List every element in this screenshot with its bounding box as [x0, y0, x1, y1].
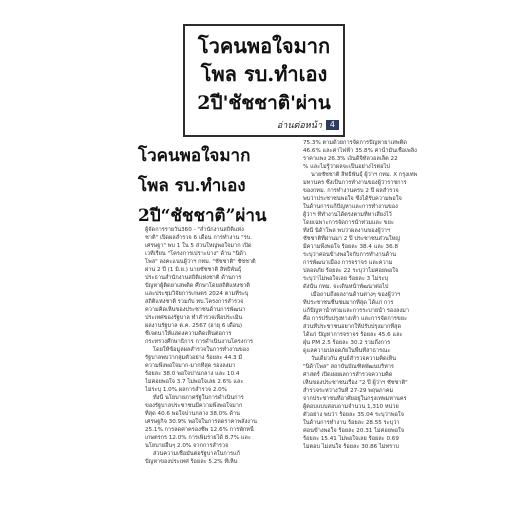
article-body-right-column [303, 139, 461, 451]
headline-teaser-box[interactable] [183, 24, 345, 137]
body-text-line: โดยเฉพาะการจัดการน้ำท่วมและ ขยะ [303, 220, 394, 226]
body-text-line: "นิด้าโพล" สถาบันบัณฑิตพัฒนบริหาร [303, 364, 394, 370]
body-text-line: ทั้งนี้ นโยบายภาครัฐในการดำเนินการ [153, 395, 244, 401]
body-text-line: ปัญหาของประเทศ ร้อยละ 5.2% ที่เห็น [145, 459, 238, 465]
body-text-line: ความพึงพอใจมาก-มากที่สุด รองลงมา [145, 363, 236, 369]
body-text-line: ผู้ว่าฯ ที่ทำงานได้ตรงตามที่หาเสียงไว้ [303, 212, 392, 218]
body-text-line: ชัชชาติที่ผ่านมา 2 ปี ประชาชนส่วนใหญ่ [303, 236, 401, 242]
body-text-line: ที่ประชาชนชื่นชมมากที่สุด ได้แก่ การ [303, 300, 394, 306]
read-more-label: อ่านต่อหน้า [276, 121, 322, 131]
body-text-line: ตัวอย่าง พบว่า ร้อยละ 35.04 ระบุว่าพอใจ [303, 412, 404, 418]
body-text-line: สำรวจระหว่างวันที่ 27-29 พฤษภาคม [303, 388, 394, 394]
body-text-line: ผู้จัดการรายวัน360 - "สำนักงานสถิติแห่ง [145, 227, 244, 233]
body-text-line: เมื่อถามถึงผลงานด้านต่างๆ ของผู้ว่าฯ [311, 292, 401, 298]
body-text-line: 46.6% และค่าไฟฟ้า 35.8% ค่าน้ำมันเชื้อเพลิง [303, 148, 417, 154]
body-text-line: ชี้เจตนาให้แสดงความคิดเห็นต่อการ [145, 331, 232, 337]
headline-line-2: โพล รบ.ทำเอง [200, 62, 328, 86]
body-text-line: เห็นของประชาชนเรื่อง "2 ปี ผู้ว่าฯ ชัชชาติ" [303, 380, 408, 386]
body-text-line: ผ่าน 2 ปี (1 มิ.ย.) นายชัชชาติ สิทธิพันธุ์ [145, 267, 242, 273]
body-text-line: ของกทม. การทำงานครบ 2 ปี ผลสำรวจ [303, 188, 399, 194]
body-text-line: โพล" ลงคะแนนผู้ว่าฯ กทม. "ชัชชาติ" ชัชชาติ [145, 259, 256, 265]
body-text-line: โดยให้ข้อมูลผลสำรวจในการทำงานของ [153, 347, 249, 353]
article-title-line-3: 2ปี“ชัชชาติ”ผ่าน [138, 206, 267, 226]
body-text-line: ความคิดเห็นของประชาชนด้านการพัฒนา [145, 307, 246, 313]
body-text-line: ทั้งนี้ นิด้าโพล พบว่าผลงานของผู้ว่าฯ [303, 228, 391, 234]
body-text-line: ชาติ" เปิดผลสำรวจ 6 เดือน การทำงาน "รบ. [145, 235, 253, 241]
body-text-line: วันเดียวกัน ศูนย์สำรวจความคิดเห็น [311, 356, 397, 362]
body-text-line: และประชุมวิจัยการเกษตร 2024 ตามที่ระบุ [145, 291, 249, 297]
body-text-line: ผลงานรัฐบาล ต.ค. 2567 (อายุ 6 เดือน) [145, 323, 243, 329]
body-text-line: ได้แก่ ปัญหาการจราจร ร้อยละ 45.6 และ [303, 332, 403, 338]
body-text-line: การพัฒนาเมือง การจราจร และความ [303, 260, 393, 266]
body-text-line: ร้อยละ 15.41 ไม่พอใจเลย ร้อยละ 0.69 [303, 436, 399, 442]
body-text-line: จากประชาชนที่อาศัยอยู่ในกรุงเทพมหานคร [303, 396, 407, 402]
body-text-line: ในด้านการแก้ปัญหาและการทำงานของ [303, 204, 398, 210]
body-text-line: ดูแลความปลอดภัยในพื้นที่สาธารณะ [303, 348, 391, 354]
body-text-line: นโยบายอื่นๆ 2.0% จากการสำรวจ [145, 443, 229, 449]
body-text-line: นายชัชชาติ สิทธิพันธุ์ ผู้ว่าฯ กทม. X กรุงเทพ [311, 172, 418, 178]
body-text-line: สถิติแห่งชาติ รวมกับ ทบ.โครงการสำรวจ [145, 299, 244, 305]
body-text-line: ไม่ตอบ ไม่สนใจ ร้อยละ 30.86 ไม่ทราบ [303, 444, 399, 450]
body-text-line: ราคาแพง 26.3% เงินดิจิทัลวอลเล็ต 22 [303, 156, 398, 162]
body-text-line: เศรษฐา" พบ 1 ใน 5 ส่วนใหญ่พอใจมาก เปิด [145, 243, 252, 249]
body-text-line: ที่สุด 40.6 พอใจปานกลาง 38.0% ด้าน [145, 411, 240, 417]
body-text-line: มหานคร ซึ่งเป็นการทำงานของผู้ว่าราชการ [303, 180, 407, 186]
body-text-line: คือ การปรับปรุงทางเท้า และการจัดการขยะ [303, 316, 408, 322]
body-text-line: ประเทศของรัฐบาล ทำสำรวจเพื่อประเมิน [145, 315, 243, 321]
body-text-line: แก้ปัญหาน้ำท่วมและการระบายน้ำ รองลงมา [303, 308, 409, 314]
body-text-line: ส่วนที่ประชาชนอยากให้ปรับปรุงมากที่สุด [303, 324, 402, 330]
body-text-line: ของรัฐบาลประชาชนมีความพึงพอใจมาก [145, 403, 243, 409]
body-text-line: เศรษฐกิจ 30.9% พอใจในการลดราคาพลังงาน [145, 419, 258, 425]
body-text-line: ผู้ตอบแบบสอบถามจำนวน 1,310 หน่วย [303, 404, 399, 410]
body-text-line: 75.3% ตามด้วยการจัดการปัญหายาเสพติด [303, 140, 407, 146]
body-text-line: เกษตรกร 12.0% การเพิ่มรายได้ 8.7% และ [145, 435, 251, 441]
headline-line-1: โวคนพอใจมาก [197, 34, 331, 58]
body-text-line: มีความพึงพอใจ ร้อยละ 38.4 และ 36.8 [303, 244, 399, 250]
body-text-line: ระบุว่าไม่พอใจเลย ร้อยละ 3 ไม่ระบุ [303, 276, 389, 282]
article-title-line-1: โวคนพอใจมาก [138, 146, 251, 166]
body-text-line: ส่วนความเชื่อมั่นต่อรัฐบาลในการแก้ [153, 451, 240, 457]
body-text-line: ปัญหาผู้ติดยาเสพติด ศึกษาโดยสถิติแห่งชาติ [145, 283, 250, 289]
body-text-line: รัฐบาลพบว่ากลุ่มตัวอย่าง ร้อยละ 44.3 มี [145, 355, 243, 361]
body-text-line: ประธานสำนักงานสถิติแห่งชาติ ด้านการ [145, 275, 242, 281]
body-text-line: 25.1% การลดค่าครองชีพ 12.6% การพักหนี้ [145, 427, 254, 433]
body-text-line: ค่อนข้างพอใจ ร้อยละ 20.31 ไม่ค่อยพอใจ [303, 428, 405, 434]
body-text-line: ระบุว่าค่อนข้างพอใจกับการทำงานด้าน [303, 252, 397, 258]
body-text-line: % และไม่รู้ว่าผลจะเป็นอย่างไรต่อไป [303, 164, 390, 170]
body-text-line: กระทรวงศึกษาธิการ การดำเนินงานโครงการ [145, 339, 254, 345]
body-text-line: ดังนั้น กทม. จะเดินหน้าพัฒนาต่อไป [303, 284, 389, 290]
body-text-line: ฝุ่น PM 2.5 ร้อยละ 30.2 รวมถึงการ [303, 340, 391, 346]
body-text-line: ไม่ระบุ 1.0% ผลการสำรวจ 2.0% [145, 387, 228, 393]
body-text-line: ร้อยละ 38.0 พอใจปานกลาง และ 10.4 [145, 371, 240, 377]
article-title-line-2: โพล รบ.ทำเอง [138, 176, 246, 196]
body-text-line: เวทีเรียน "โครงการเปราะบาง" ด้าน "นิด้า [145, 251, 247, 257]
body-text-line: ศาสตร์ เปิดเผยผลการสำรวจความคิด [303, 372, 393, 378]
page-number-badge: 4 [326, 120, 339, 131]
article-body-left-column [145, 226, 295, 466]
body-text-line: ไม่ค่อยพอใจ 3.7 ไม่พอใจเลย 2.6% และ [145, 379, 244, 385]
read-more-reference[interactable] [277, 118, 339, 132]
body-text-line: ในด้านการทำงาน ร้อยละ 28.55 ระบุว่า [303, 420, 400, 426]
body-text-line: พบว่าประชาชนพอใจ ซึ่งได้รับความพอใจ [303, 196, 402, 202]
body-text-line: ปลอดภัย ร้อยละ 22 ระบุว่าไม่ค่อยพอใจ [303, 268, 399, 274]
headline-line-3: 2ปี'ชัชชาติ'ผ่าน [197, 92, 331, 114]
